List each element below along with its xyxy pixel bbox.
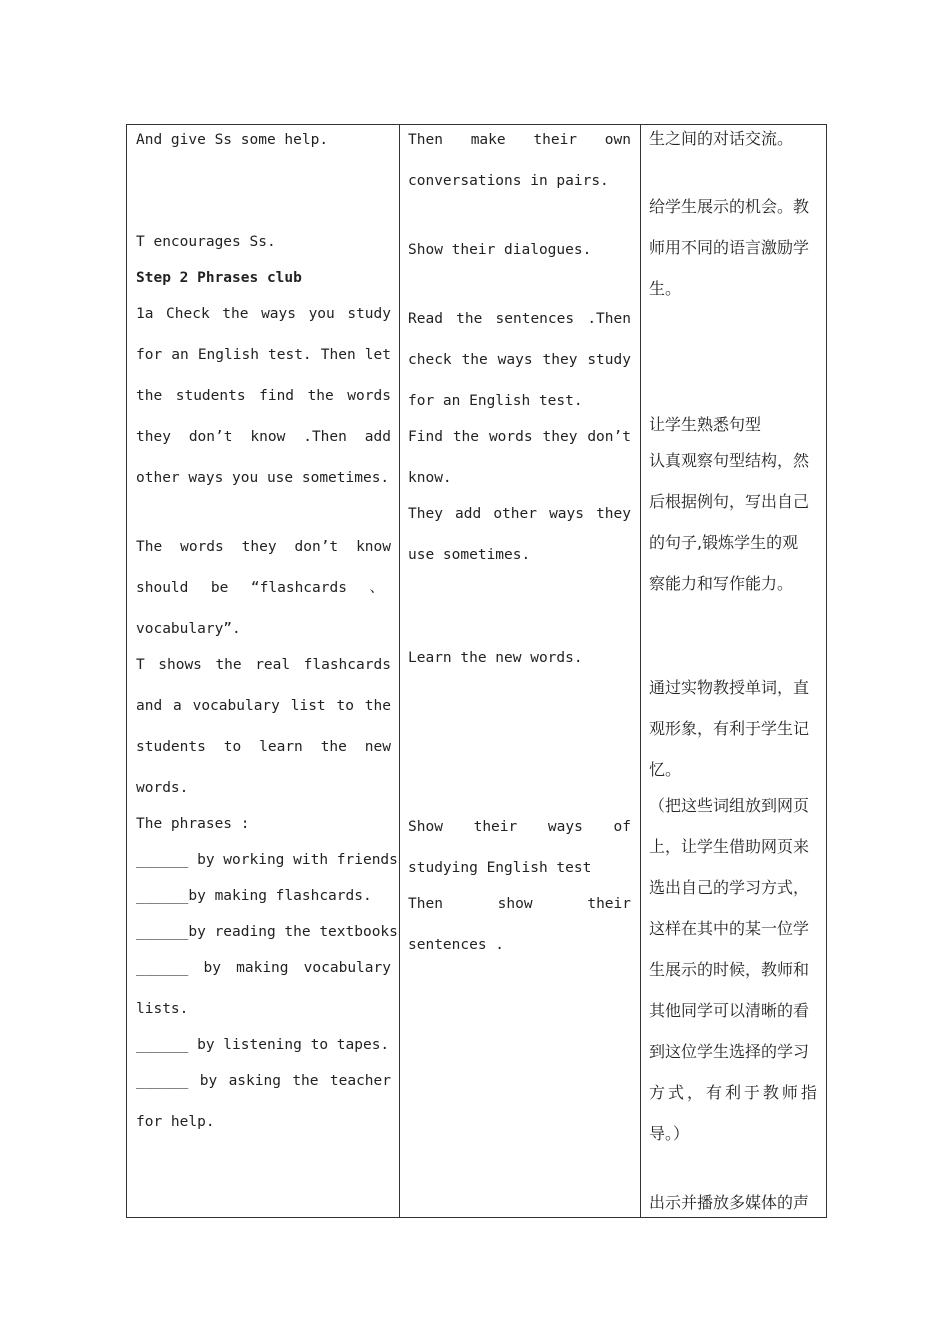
text-line: The phrases : [136, 816, 250, 832]
word: The [136, 539, 163, 555]
word: other [493, 506, 537, 522]
word: study [347, 306, 391, 322]
text-line: 选出自己的学习方式， [649, 878, 810, 897]
word: their [587, 896, 631, 912]
word: the [215, 657, 242, 673]
text-line [408, 505, 631, 523]
word: list [290, 698, 326, 714]
word: the [461, 352, 488, 368]
word: their [533, 132, 578, 148]
word: the [136, 388, 163, 404]
text-line [408, 310, 631, 328]
word: should [136, 580, 189, 596]
word: an [171, 347, 189, 363]
text-line: 生之间的对话交流。 [649, 129, 794, 148]
word: Read [408, 311, 443, 327]
text-line [136, 428, 391, 446]
text-line [649, 1083, 817, 1103]
word: they [241, 539, 277, 555]
phrase-line [136, 959, 391, 977]
word: learn [259, 739, 303, 755]
text-line: And give Ss some help. [136, 132, 329, 148]
word: of [613, 819, 631, 835]
text-line: conversations in pairs. [408, 173, 609, 189]
word: don’t [188, 429, 233, 445]
text-line: 给学生展示的机会。教 [649, 197, 810, 216]
word: ______ [136, 1073, 189, 1089]
word: new [364, 739, 391, 755]
word: making [236, 960, 289, 976]
char: 师 [781, 1083, 798, 1102]
text-line: 认真观察句型结构，然 [649, 451, 810, 470]
char: 有 [705, 1083, 722, 1102]
text-line: 让学生熟悉句型 [649, 415, 762, 434]
word: by [203, 960, 221, 976]
text-line [136, 579, 384, 597]
word: the [292, 1073, 319, 1089]
text-line [136, 738, 391, 756]
text-line [136, 387, 391, 405]
word: sentences [495, 311, 575, 327]
word: students [136, 739, 206, 755]
text-line: studying English test [408, 860, 592, 876]
word: to [223, 739, 242, 755]
char: 指 [800, 1083, 817, 1102]
phrase-line: ______ by listening to tapes. [136, 1037, 390, 1053]
text-line: 其他同学可以清晰的看 [649, 1001, 810, 1020]
text-line: 忆。 [649, 760, 682, 779]
text-line [136, 656, 391, 674]
text-line [408, 428, 631, 446]
word: Check [166, 306, 210, 322]
text-line: 出示并播放多媒体的声 [649, 1193, 810, 1212]
word: vocabulary [303, 960, 391, 976]
student-activity-column [400, 125, 641, 1217]
word: their [473, 819, 518, 835]
word: you [308, 306, 335, 322]
word: own [604, 132, 631, 148]
word: ways [497, 352, 533, 368]
text-line: use sometimes. [408, 547, 531, 563]
word: ______ [136, 960, 189, 976]
text-line: 生。 [649, 279, 682, 298]
word: words [347, 388, 391, 404]
char: 利 [724, 1083, 741, 1102]
word: let [364, 347, 391, 363]
word: words [488, 429, 533, 445]
word: they [596, 506, 631, 522]
word: “flashcards [250, 580, 347, 596]
word: by [199, 1073, 218, 1089]
word: They [408, 506, 443, 522]
word: don’t [587, 429, 631, 445]
text-line: sentences . [408, 937, 505, 953]
phrase-line: ______ by working with friends [136, 852, 398, 868]
word: make [470, 132, 506, 148]
word: real [255, 657, 291, 673]
word: teacher [329, 1073, 391, 1089]
word: ways [549, 506, 584, 522]
word: Then [320, 347, 356, 363]
word: the [320, 739, 347, 755]
word: shows [158, 657, 202, 673]
word: words [180, 539, 224, 555]
char: 方 [649, 1083, 666, 1102]
word: ways [547, 819, 583, 835]
text-line: words. [136, 780, 189, 796]
text-line: 生展示的时候，教师和 [649, 960, 810, 979]
word: 1a [136, 306, 154, 322]
text-line: Learn the new words. [408, 650, 583, 666]
word: students [175, 388, 246, 404]
word: Then [408, 896, 443, 912]
word: a [173, 698, 182, 714]
word: the [222, 306, 249, 322]
text-line: 导。） [649, 1124, 690, 1143]
lesson-plan-table [126, 124, 827, 1218]
text-line: 上，让学生借助网页来 [649, 837, 810, 856]
char: 教 [762, 1083, 779, 1102]
text-line: Show their dialogues. [408, 242, 592, 258]
word: .Then [303, 429, 347, 445]
word: the [452, 429, 480, 445]
word: English [197, 347, 259, 363]
text-line: know. [408, 470, 452, 486]
text-line: vocabulary”. [136, 621, 241, 637]
word: know [356, 539, 391, 555]
text-line: 到这位学生选择的学习 [649, 1042, 810, 1061]
teacher-activity-column [127, 125, 400, 1217]
text-line [408, 131, 631, 149]
word: add [455, 506, 482, 522]
text-line: 察能力和写作能力。 [649, 574, 794, 593]
word: show [497, 896, 533, 912]
text-line: for an English test. [408, 393, 583, 409]
text-line: 观形象，有利于学生记 [649, 719, 810, 738]
word: vocabulary [192, 698, 280, 714]
word: check [408, 352, 452, 368]
word: add [364, 429, 391, 445]
design-intent-column [641, 125, 826, 1217]
text-line: lists. [136, 1001, 189, 1017]
word: don’t [294, 539, 339, 555]
text-line [136, 305, 391, 323]
char: 于 [743, 1083, 760, 1102]
phrase-line: ______by reading the textbooks [136, 924, 398, 940]
text-line: for help. [136, 1114, 215, 1130]
text-line: （把这些词组放到网页 [649, 796, 810, 815]
word: be [210, 580, 229, 596]
step-heading: Step 2 Phrases club [136, 270, 302, 286]
char: ， [686, 1083, 703, 1102]
word: the [456, 311, 483, 327]
text-line: 的句子,锻炼学生的观 [649, 533, 799, 552]
word: know [250, 429, 286, 445]
text-line [408, 818, 631, 836]
phrase-line: ______by making flashcards. [136, 888, 372, 904]
word: ways [261, 306, 296, 322]
word: and [136, 698, 163, 714]
word: study [587, 352, 631, 368]
word: asking [228, 1073, 281, 1089]
word: to [336, 698, 354, 714]
text-line [408, 895, 631, 913]
text-line: 后根据例句，写出自己 [649, 492, 810, 511]
text-line: 师用不同的语言激励学 [649, 238, 810, 257]
word: flashcards [303, 657, 391, 673]
word: Then [408, 132, 443, 148]
word: T [136, 657, 145, 673]
word: they [542, 429, 578, 445]
text-line [136, 697, 391, 715]
word: for [136, 347, 163, 363]
text-line [136, 346, 391, 364]
char: 式 [667, 1083, 684, 1102]
word: they [542, 352, 578, 368]
text-line: 这样在其中的某一位学 [649, 919, 810, 938]
word: test. [268, 347, 312, 363]
word: the [307, 388, 334, 404]
text-line: 通过实物教授单词，直 [649, 678, 810, 697]
text-line: T encourages Ss. [136, 234, 276, 250]
word: 、 [369, 580, 384, 596]
text-line [136, 538, 391, 556]
word: they [136, 429, 171, 445]
word: the [364, 698, 391, 714]
word: .Then [587, 311, 631, 327]
word: Find [408, 429, 443, 445]
word: Show [408, 819, 443, 835]
word: find [259, 388, 295, 404]
phrase-line [136, 1072, 391, 1090]
text-line: other ways you use sometimes. [136, 470, 390, 486]
text-line [408, 351, 631, 369]
